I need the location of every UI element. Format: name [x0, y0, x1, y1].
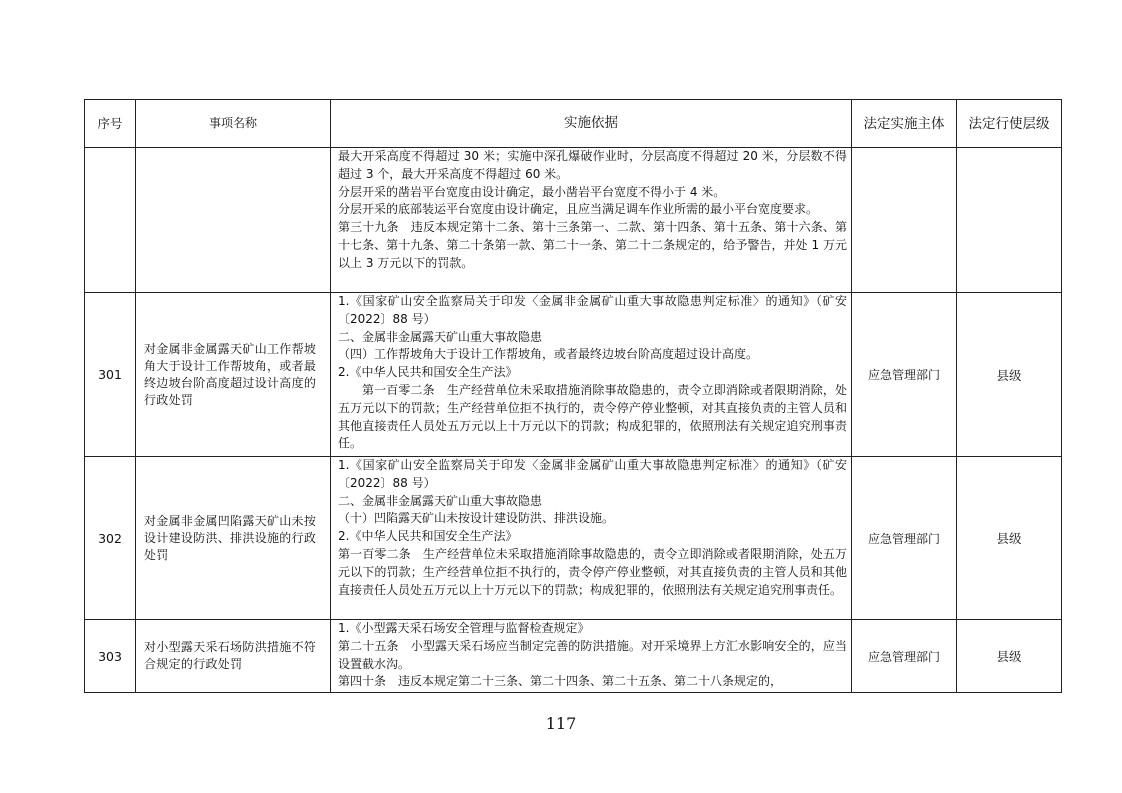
row-basis — [331, 457, 852, 620]
header-row — [85, 100, 1062, 148]
basis-line: 1.《国家矿山安全监察局关于印发〈金属非金属矿山重大事故隐患判定标准〉的通知》（矿安〔2022〕88 号） — [338, 294, 847, 326]
table-row — [85, 148, 1062, 293]
row-name: 对金属非金属露天矿山工作帮坡角大于设计工作帮坡角，或者最终边坡台阶高度超过设计高度的行政处罚 — [136, 293, 331, 457]
basis-line: 2.《中华人民共和国安全生产法》 — [338, 529, 518, 544]
row-name: 对金属非金属凹陷露天矿山未按设计建设防洪、排洪设施的行政处罚 — [136, 457, 331, 620]
basis-line: 分层开采的底部装运平台宽度由设计确定，且应当满足调车作业所需的最小平台宽度要求。 — [338, 202, 819, 217]
basis-line: 二、金属非金属露天矿山重大事故隐患 — [338, 329, 543, 344]
basis-line: 第四十条 违反本规定第二十三条、第二十四条、第二十五条、第二十八条规定的， — [338, 674, 783, 689]
header-name: 事项名称 — [136, 100, 331, 148]
basis-line: 二、金属非金属露天矿山重大事故隐患 — [338, 493, 543, 508]
basis-line: （四）工作帮坡角大于设计工作帮坡角，或者最终边坡台阶高度超过设计高度。 — [338, 347, 759, 362]
row-body: 应急管理部门 — [852, 293, 957, 457]
basis-line: 第三十九条 违反本规定第十二条、第十三条第一、二款、第十四条、第十五条、第十六条、第十七条、第十九条、第二十条第一款、第二十一条、第二十二条规定的，给予警告，并处 1 万元以上 3 万元以下的罚款。 — [338, 220, 847, 270]
header-no: 序号 — [85, 100, 136, 148]
row-no: 301 — [85, 293, 136, 457]
basis-line: 1.《小型露天采石场安全管理与监督检查规定》 — [338, 621, 590, 635]
row-level: 县级 — [957, 457, 1062, 620]
basis-line: 2.《中华人民共和国安全生产法》 — [338, 365, 518, 380]
basis-line: 第一百零二条 生产经营单位未采取措施消除事故隐患的，责令立即消除或者限期消除，处五万元以下的罚款；生产经营单位拒不执行的，责令停产停业整顿，对其直接负责的主管人员和其他直接责任人员处五万元以上十万元以下的罚款；构成犯罪的，依照刑法有关规定追究刑事责任。 — [338, 546, 847, 597]
matters-table — [84, 99, 1062, 693]
row-basis — [331, 293, 852, 457]
row-no — [85, 148, 136, 293]
row-basis — [331, 148, 852, 293]
row-body: 应急管理部门 — [852, 620, 957, 693]
table-row — [85, 620, 1062, 693]
page-number: 117 — [545, 714, 577, 733]
header-level: 法定行使层级 — [957, 100, 1062, 148]
row-body: 应急管理部门 — [852, 457, 957, 620]
row-basis — [331, 620, 852, 693]
header-body: 法定实施主体 — [852, 100, 957, 148]
row-no: 303 — [85, 620, 136, 693]
row-body — [852, 148, 957, 293]
basis-line: 1.《国家矿山安全监察局关于印发〈金属非金属矿山重大事故隐患判定标准〉的通知》（矿安〔2022〕88 号） — [338, 458, 847, 490]
table-row — [85, 293, 1062, 457]
header-basis: 实施依据 — [331, 100, 852, 148]
row-name — [136, 148, 331, 293]
row-level — [957, 148, 1062, 293]
row-name: 对小型露天采石场防洪措施不符合规定的行政处罚 — [136, 620, 331, 693]
row-no: 302 — [85, 457, 136, 620]
basis-line: 第一百零二条 生产经营单位未采取措施消除事故隐患的，责令立即消除或者限期消除，处五万元以下的罚款；生产经营单位拒不执行的，责令停产停业整顿，对其直接负责的主管人员和其他直接责任人员处五万元以上十万元以下的罚款；构成犯罪的，依照刑法有关规定追究刑事责任。 — [338, 382, 847, 451]
row-level: 县级 — [957, 293, 1062, 457]
row-level: 县级 — [957, 620, 1062, 693]
table-row — [85, 457, 1062, 620]
basis-line: 分层开采的凿岩平台宽度由设计确定，最小凿岩平台宽度不得小于 4 米。 — [338, 184, 726, 199]
basis-line: 第二十五条 小型露天采石场应当制定完善的防洪措施。对开采境界上方汇水影响安全的，应当设置截水沟。 — [338, 638, 847, 671]
basis-line: 最大开采高度不得超过 30 米；实施中深孔爆破作业时，分层高度不得超过 20 米，分层数不得超过 3 个，最大开采高度不得超过 60 米。 — [338, 149, 847, 181]
basis-line: （十）凹陷露天矿山未按设计建设防洪、排洪设施。 — [338, 511, 615, 526]
